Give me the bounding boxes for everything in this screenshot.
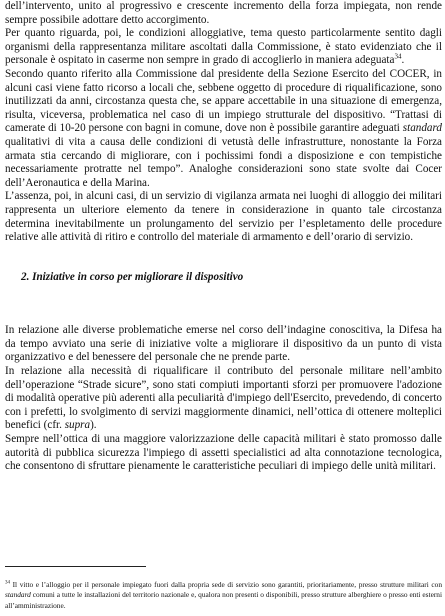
spacer: [5, 245, 442, 271]
paragraph-2: [5, 27, 442, 68]
paragraph-1-text: dell’intervento, unito al progressivo e crescente incremento della forza impiegata, non rende sempre possibile adottare detto accorgimento.: [5, 0, 442, 26]
italic-supra: supra: [64, 419, 91, 432]
footnote-reference-34[interactable]: 34: [394, 52, 402, 61]
paragraph-6-text-end: ).: [90, 419, 97, 432]
paragraph-3-text: Secondo quanto riferito alla Commissione dal presidente della Sezione Esercito del COCER, in alcuni casi viene fatto ricorso a locali che, sebbene oggetto di procedure di riqualificazione, sono inutilizzati da anni, circostanza questa che, se appare accettabile in una situazione di emergenza, risulta, viceversa, problematica nel caso di un impiego strutturale del dispositivo. “Trattasi di camerate di 10-20 persone con bagni in comune, dove non è possibile garantire adeguati: [5, 67, 442, 135]
paragraph-5: [5, 324, 442, 365]
footnote-text: Il vitto e l’alloggio per il personale impiegato fuori dalla propria sede di servizio sono garantiti, prioritariamente, presso strutture militari con: [10, 580, 442, 589]
paragraph-6-text: In relazione alla necessità di riqualificare il contributo del personale militare nell’ambito dell’operazione “Strade sicure”, sono stati compiuti importanti sforzi per promuovere l'adozione di modalità operative più aderenti alla peculiarità d'impiego dell'Esercito, prevedendo, di concerto con i prefetti, lo svolgimento di servizi maggiormente dinamici, nell’ottica di ottenere molteplici benefici (cfr.: [5, 365, 442, 432]
paragraph-7-text: Sempre nell’ottica di una maggiore valorizzazione delle capacità militari è stato promosso dalle autorità di pubblica sicurezza l'impiego di assetti specialistici ad alta connotazione tecnologica, che consentono di sfruttare pienamente le caratteristiche peculiari di impiego delle unità militari.: [5, 433, 442, 473]
paragraph-4-text: L’assenza, poi, in alcuni casi, di un servizio di vigilanza armata nei luoghi di alloggio dei militari rappresenta un ulteriore elemento da tenere in considerazione in quanto tale circostanza determina inevitabilmente un prolungamento del servizio per l’espletamento delle procedure relative alle attività di ritiro e controllo del materiale di armamento e dell’orario di servizio.: [5, 190, 442, 244]
paragraph-3: [5, 68, 442, 190]
paragraph-7: [5, 433, 442, 474]
spacer: [5, 284, 442, 324]
footnote-34: [5, 580, 442, 611]
paragraph-6: [5, 365, 442, 433]
paragraph-2-text: Per quanto riguarda, poi, le condizioni alloggiative, tema questo particolarmente sentito dagli organismi della rappresentanza militare ascoltati dalla Commissione, è stato evidenziato che il personale è ospitato in caserme non sempre in grado di accoglierlo in maniera adeguata: [5, 27, 442, 67]
section-heading: 2. Iniziative in corso per migliorare il dispositivo: [21, 270, 244, 283]
paragraph-4: [5, 190, 442, 244]
footnote-number: 34: [5, 580, 10, 586]
paragraph-3-text-end: qualitativi di vita a causa delle condizioni di vetustà delle infrastrutture, nonostante la Forza armata stia cercando di migliorare, con i pochissimi fondi a disposizione e con tempistiche necessariamente protratte nel tempo”. Analoghe considerazioni sono state svolte dai Cocer dell’Aeronautica e della Marina.: [5, 135, 442, 189]
footnote-divider: [5, 566, 146, 567]
italic-standard: standard: [402, 122, 442, 135]
footnote-italic-standard: standard: [5, 590, 31, 600]
paragraph-1: [5, 0, 442, 27]
paragraph-2-end: .: [401, 54, 405, 67]
footnote-text-end: comuni a tutte le installazioni del territorio nazionale e, qualora non presenti o disponibili, presso strutture alberghiere o presso enti esterni all’amministrazione.: [5, 590, 442, 610]
document-page: [5, 0, 442, 474]
paragraph-5-text: In relazione alle diverse problematiche emerse nel corso dell’indagine conoscitiva, la Difesa ha da tempo avviato una serie di iniziative volte a migliorare il dispositivo da un punto di vista organizzativo e del benessere del personale che ne prende parte.: [5, 324, 442, 364]
